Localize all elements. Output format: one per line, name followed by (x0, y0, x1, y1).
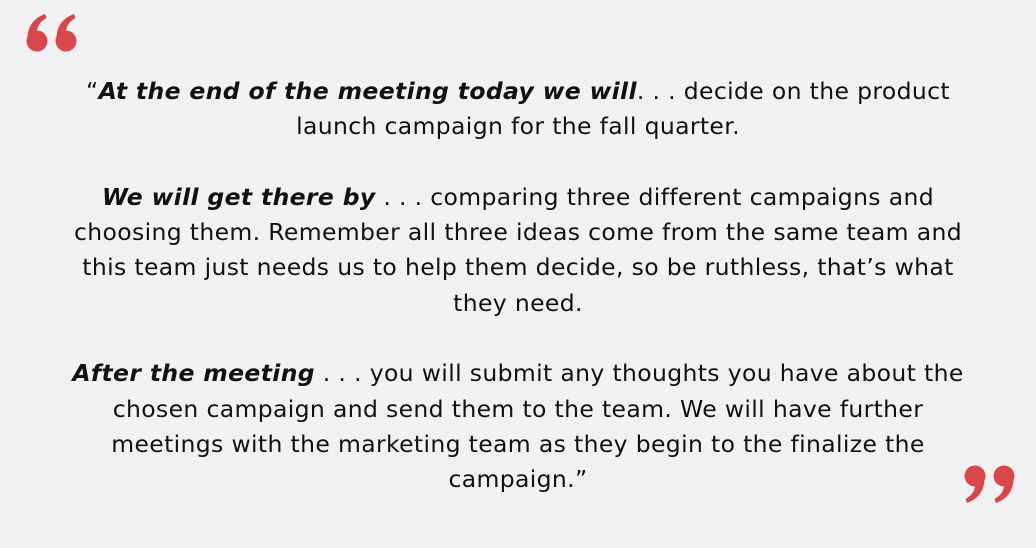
quote-paragraph-outcome (60, 74, 976, 145)
quote-text (60, 74, 976, 498)
open-quote-icon (26, 14, 82, 52)
paragraph-text-process: . . . comparing three different campaigns and choosing them. Remember all three ideas come from the same team and this team just needs us to help them decide, so be ruthless, that’s what they need. (74, 182, 962, 317)
paragraph-text-outcome: . . . decide on the product launch campaign for the fall quarter. (296, 77, 950, 141)
paragraph-lead-followup: After the meeting (72, 359, 315, 388)
opening-quote-char: “ (86, 77, 99, 105)
close-quote-icon (959, 465, 1015, 503)
paragraph-lead-outcome: At the end of the meeting today we will (98, 77, 637, 105)
paragraph-text-followup: . . . you will submit any thoughts you have about the chosen campaign and send them to the team. We will have further meetings with the marketing team as they begin to the finalize the campaign.” (111, 359, 964, 494)
quote-paragraph-process (60, 180, 976, 321)
paragraph-lead-process: We will get there by (102, 182, 376, 211)
quote-paragraph-followup (60, 356, 976, 497)
